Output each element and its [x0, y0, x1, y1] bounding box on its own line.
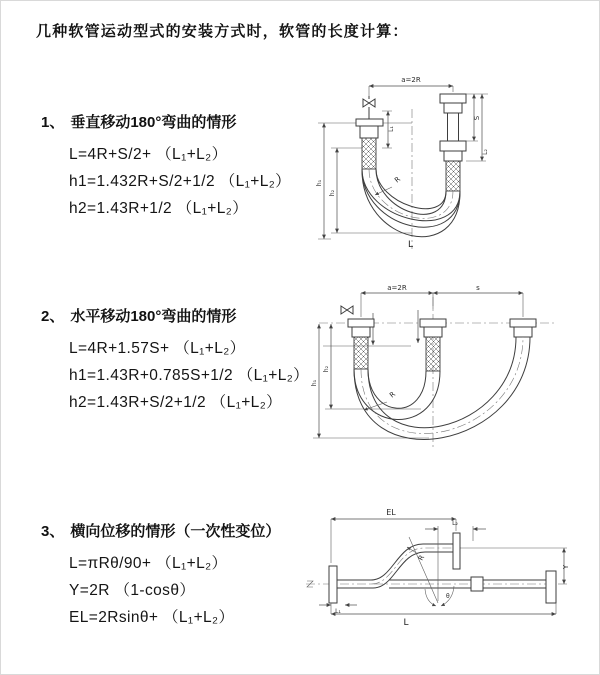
centerlines [306, 548, 553, 587]
dim-label-el: EL [386, 508, 396, 517]
dim-label-s: S [473, 115, 481, 121]
dim-label-a2r: a=2R [387, 284, 407, 292]
radius-label: R [416, 553, 427, 562]
section-vertical-movement [41, 111, 291, 222]
dim-label-a2r: a=2R [401, 76, 421, 84]
hose-assembly [329, 533, 556, 603]
section-heading [41, 305, 309, 326]
page-title: 几种软管运动型式的安装方式时，软管的长度计算： [36, 23, 409, 40]
diagram-vertical-180-bend [316, 69, 596, 264]
section-heading-text: 垂直移动180°弯曲的情形 [70, 114, 237, 131]
dim-label-l2: L₂ [452, 520, 458, 527]
length-label: L [408, 240, 414, 250]
section-lateral-displacement [41, 520, 280, 631]
dim-label-l2: L₂ [482, 149, 489, 155]
formula-list [69, 141, 291, 222]
hose-assembly [348, 319, 536, 439]
dim-label-s: s [476, 284, 480, 292]
dim-label-l1: L₁ [335, 608, 341, 615]
dim-label-h1: h₁ [311, 379, 318, 387]
hose-assembly [356, 94, 466, 237]
formula-line: L=4R+S/2+ （L₁+L₂） [69, 146, 228, 163]
dim-label-h2: h₂ [323, 365, 330, 373]
dimension-lines [319, 508, 570, 628]
formula-line: h1=1.43R+0.785S+1/2 （L₁+L₂） [69, 367, 310, 384]
valve-icon [341, 306, 353, 314]
formula-line: L=4R+1.57S+ （L₁+L₂） [69, 340, 246, 357]
formula-line: h2=1.43R+S/2+1/2 （L₁+L₂） [69, 394, 283, 411]
formula-line: L=πRθ/90+ （L₁+L₂） [69, 555, 228, 572]
section-heading [41, 111, 291, 132]
annotations [407, 537, 454, 606]
dim-label-l1: L₁ [388, 126, 395, 132]
section-number: 3、 [41, 523, 65, 540]
formula-list [69, 550, 280, 631]
dim-label-h1: h₁ [316, 179, 323, 187]
diagram-horizontal-180-bend [311, 279, 600, 459]
formula-line: EL=2Rsinθ+ （L₁+L₂） [69, 609, 235, 626]
section-horizontal-movement [41, 305, 309, 416]
formula-line: h1=1.432R+S/2+1/2 （L₁+L₂） [69, 173, 292, 190]
section-heading-text: 横向位移的情形（一次性变位） [70, 523, 281, 540]
radius-label: R [388, 390, 398, 400]
formula-line: h2=1.43R+1/2 （L₁+L₂） [69, 200, 249, 217]
angle-label: θ [446, 593, 450, 600]
dim-label-h2: h₂ [329, 189, 336, 197]
formula-line: Y=2R （1-cosθ） [69, 582, 196, 599]
section-heading [41, 520, 280, 541]
valve-icon [363, 96, 375, 119]
section-number: 2、 [41, 308, 65, 325]
section-heading-text: 水平移动180°弯曲的情形 [70, 308, 237, 325]
section-number: 1、 [41, 114, 65, 131]
radius-label: R [393, 175, 403, 185]
dim-label-l: L [403, 618, 409, 628]
diagram-lateral-displacement [301, 501, 600, 651]
formula-list [69, 335, 309, 416]
dim-label-y: Y [562, 564, 570, 570]
